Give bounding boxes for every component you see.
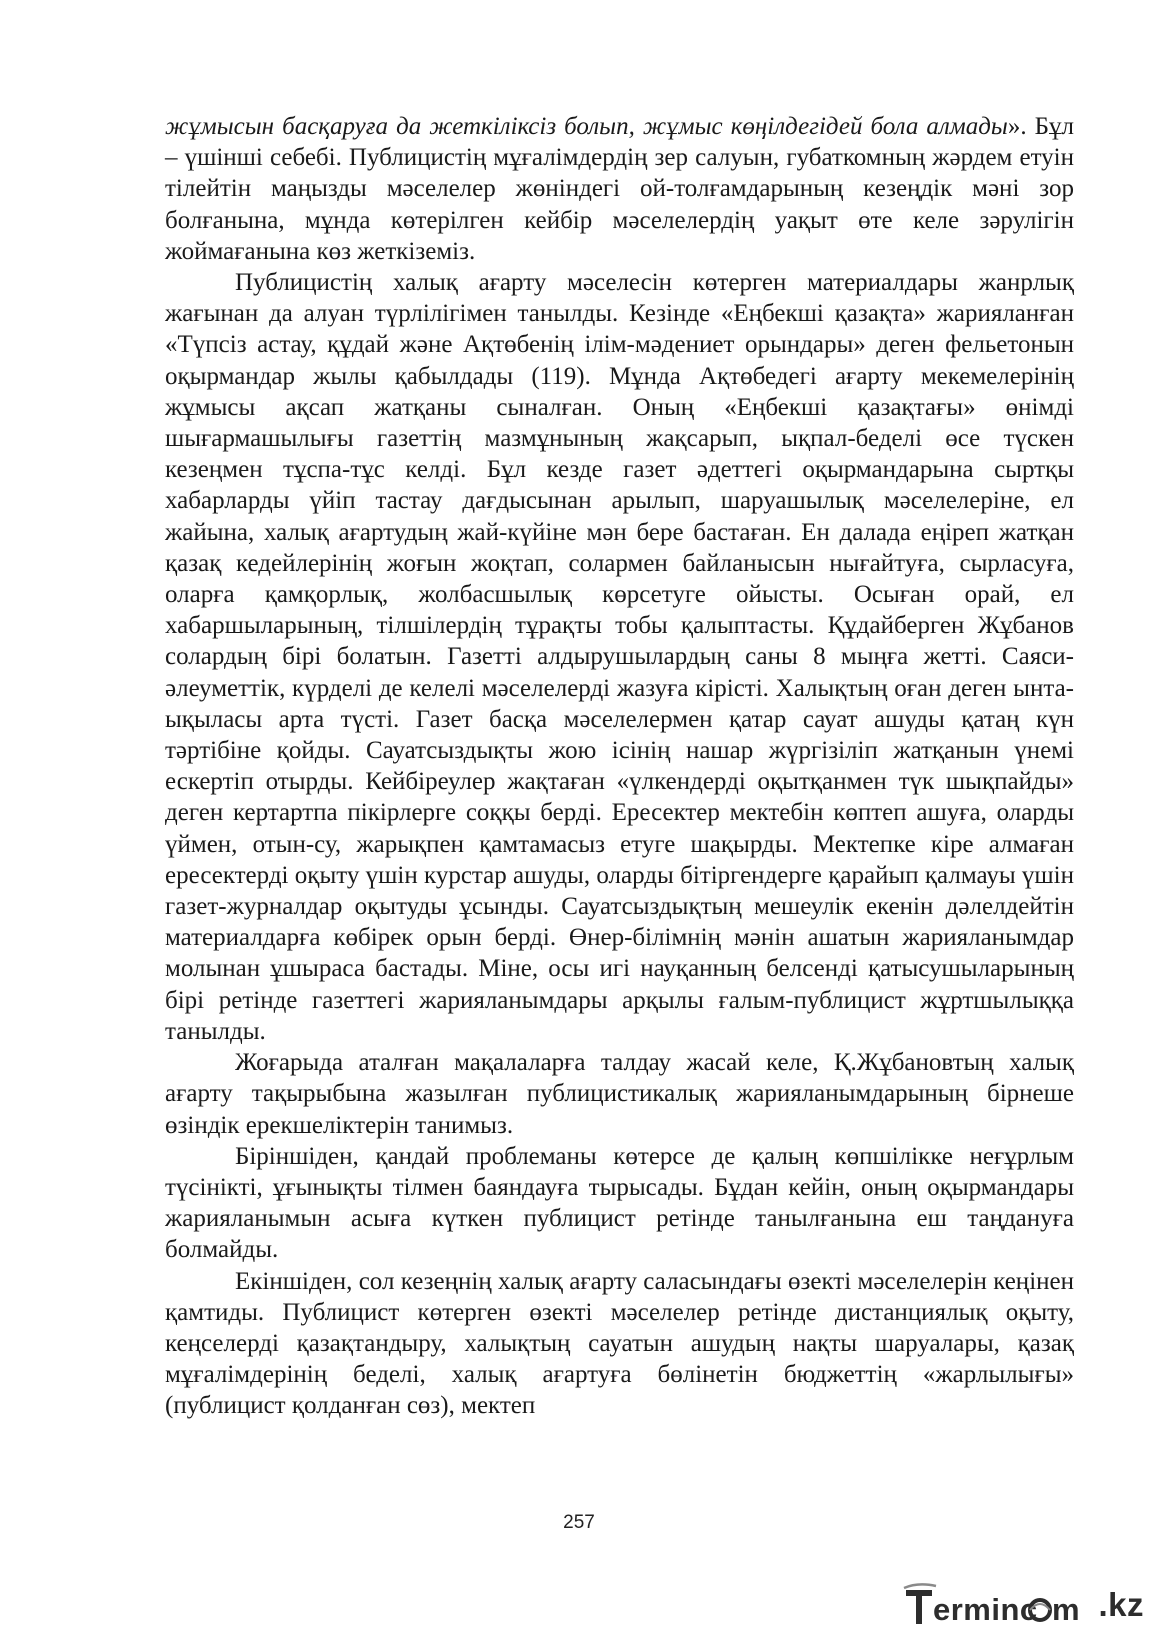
svg-text:m: m xyxy=(1052,1592,1081,1627)
document-body xyxy=(165,111,1074,1422)
paragraph-1 xyxy=(165,111,1074,267)
paragraph-4: Біріншіден, қандай проблеманы көтерсе де қалың көпшілікке неғұрлым түсінікті, ұғынықты тілмен баяндауға тырысады. Бұдан кейін, оның оқырмандары жарияланымын асыға күткен публицист ретінде танылғанына еш таңдануға болмайды. xyxy=(165,1142,1074,1264)
paragraph-1-text: ». Бұл – үшінші себебі. Публицистің мұғалімдердің зер салуын, губаткомның жәрдем етуін тілейтін маңызды мәселелер жөніндегі ой-толғамдарының кезеңдік мәні зор болғанына, мұнда көтерілген кейбір мәселелердің уақыт өте келе зәрулігін жоймағанына көз жеткіземіз. xyxy=(165,113,1074,265)
watermark-domain: .kz xyxy=(1098,1586,1144,1623)
termincom-logo-icon xyxy=(902,1580,1098,1630)
page-number: 257 xyxy=(563,1512,595,1533)
italic-quote: жұмысын басқаруға да жеткіліксіз болып, жұмыс көңілдегідей бола алмады xyxy=(165,113,1008,140)
termincom-watermark xyxy=(902,1577,1144,1633)
paragraph-5: Екіншіден, сол кезеңнің халық ағарту саласындағы өзекті мәселелерін кеңінен қамтиды. Публицист көтерген өзекті мәселелер ретінде дистанциялық оқыту, кеңселерді қазақтандыру, халықтың сауатын ашудың нақты шаруалары, қазақ мұғалімдерінің беделі, халық ағартуға бөлінетін бюджеттің «жарлылығы» (публицист қолданған сөз), мектеп xyxy=(165,1267,1074,1420)
svg-text:erminc: erminc xyxy=(933,1592,1039,1627)
paragraph-3: Жоғарыда аталған мақалаларға талдау жасай келе, Қ.Жұбановтың халық ағарту тақырыбына жазылған публицистикалық жарияланымдарының бірнеше өзіндік ерекшеліктерін танимыз. xyxy=(165,1049,1074,1139)
paragraph-2: Публицистің халық ағарту мәселесін көтерген материалдары жанрлық жағынан да алуан түрлілігімен танылды. Кезінде «Еңбекші қазақта» жарияланған «Түпсіз астау, құдай және Ақтөбенің ілім-мәдениет орындары» деген фельетонын оқырмандар жылы қабылдады (119). Мұнда Ақтөбедегі ағарту мекемелерінің жұмысы ақсап жатқаны сыналған. Оның «Еңбекші қазақтағы» өнімді шығармашылығы газеттің мазмұнының жақсарып, ықпал-беделі өсе түскен кезеңмен тұспа-тұс келді. Бұл кезде газет әдеттегі оқырмандарына сыртқы хабарларды үйіп тастау дағдысынан арылып, шаруашылық мәселелеріне, ел жайына, халық ағартудың жай-күйіне мән бере бастаған. Ен далада еңіреп жатқан қазақ кедейлерінің жоғын жоқтап, солармен байланысын нығайтуға, сырласуға, оларға қамқорлық, жолбасшылық көрсетуге ойысты. Осыған орай, ел хабаршыларының, тілшілердің тұрақты тобы қалыптасты. Құдайберген Жұбанов солардың бірі болатын. Газетті алдырушылардың саны 8 мыңға жетті. Саяси-әлеуметтік, күрделі де келелі мәселелерді жазуға кірісті. Халықтың оған деген ынта-ықыласы арта түсті. Газет басқа мәселелермен қатар сауат ашуды қатаң күн тәртібіне қойды. Сауатсыздықты жою ісінің нашар жүргізіліп жатқанын үнемі ескертіп отырды. Кейбіреулер жақтаған «үлкендерді оқытқанмен түк шықпайды» деген кертартпа пікірлерге соққы берді. Ересектер мектебін көптеп ашуға, оларды үймен, отын-су, жарықпен қамтамасыз етуге шақырды. Мектепке кіре алмаған ересектерді оқыту үшін курстар ашуды, оларды бітіргендерге қарайып қалмауы үшін газет-журналдар оқытуды ұсынды. Сауатсыздықтың мешеулік екенін дәлелдейтін материалдарға көбірек орын берді. Өнер-білімнің мәнін ашатын жарияланымдар молынан ұшыраса бастады. Міне, осы игі науқанның белсенді қатысушыларының бірі ретінде газеттегі жарияланымдары арқылы ғалым-публицист жұртшылыққа танылды. xyxy=(165,269,1074,1045)
